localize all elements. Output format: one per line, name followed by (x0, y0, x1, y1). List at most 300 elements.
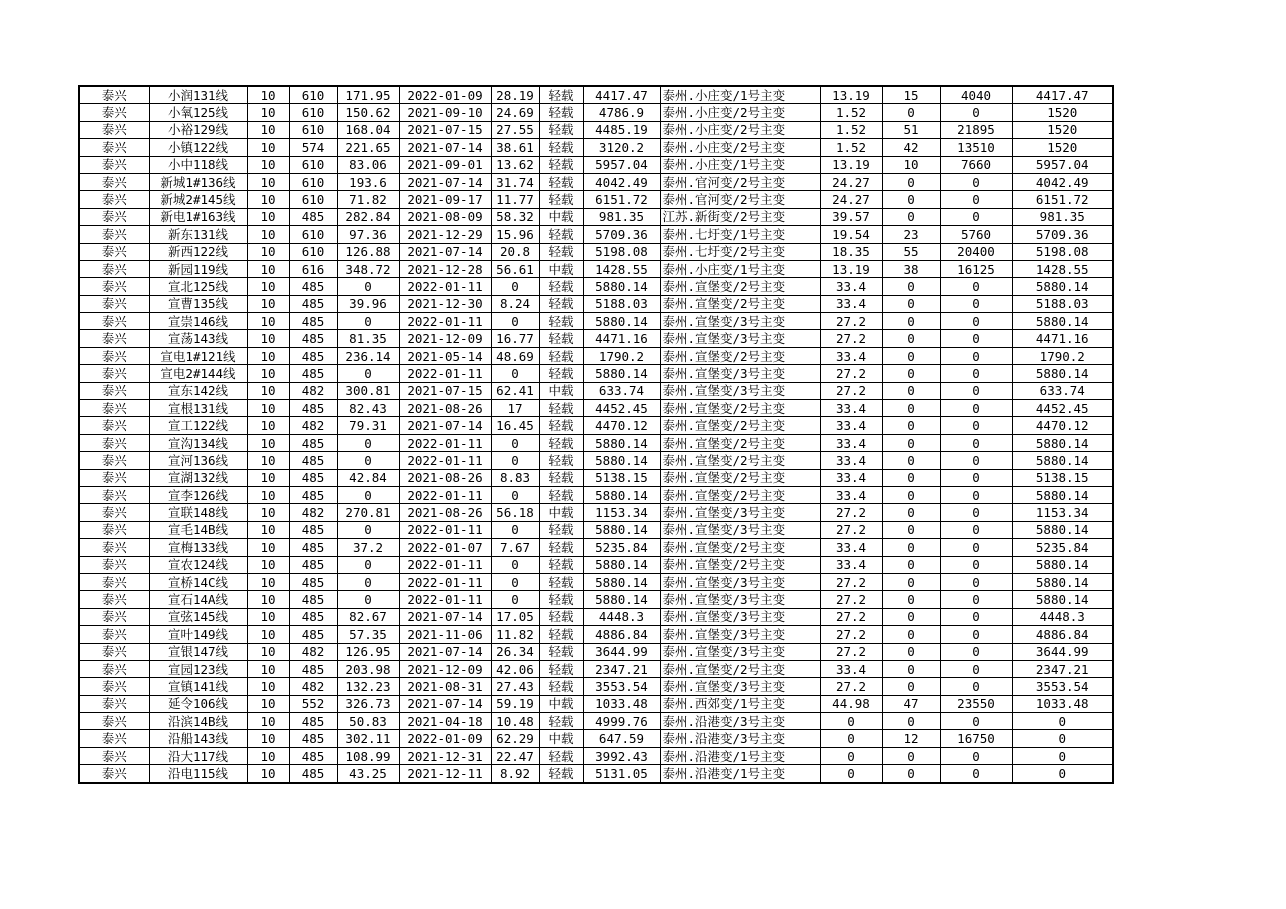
cell-transformer: 泰州.宣堡变/3号主变 (660, 608, 820, 625)
cell-rated-current: 485 (289, 539, 337, 556)
cell-load-current: 171.95 (337, 86, 399, 104)
cell-rated-current: 485 (289, 208, 337, 225)
cell-region: 泰兴 (79, 573, 149, 590)
cell-region: 泰兴 (79, 713, 149, 730)
cell-transformer-load-rate: 33.4 (820, 400, 882, 417)
cell-transformer-load-rate: 33.4 (820, 556, 882, 573)
cell-margin-capacity: 5188.03 (583, 295, 660, 312)
cell-load-rate: 16.77 (491, 330, 539, 347)
cell-capacity: 21895 (940, 121, 1012, 138)
cell-transformer-load-rate: 27.2 (820, 626, 882, 643)
cell-users: 0 (882, 208, 940, 225)
cell-rated-current: 610 (289, 173, 337, 190)
cell-load-current: 236.14 (337, 347, 399, 364)
cell-available-capacity: 6151.72 (1012, 191, 1113, 208)
cell-transformer-load-rate: 33.4 (820, 539, 882, 556)
cell-capacity: 0 (940, 295, 1012, 312)
cell-load-current: 0 (337, 313, 399, 330)
cell-line-name: 宣崇146线 (149, 313, 247, 330)
cell-region: 泰兴 (79, 278, 149, 295)
cell-margin-capacity: 5131.05 (583, 765, 660, 783)
cell-voltage: 10 (247, 191, 289, 208)
cell-transformer: 泰州.宣堡变/2号主变 (660, 469, 820, 486)
cell-load-current: 0 (337, 434, 399, 451)
cell-date: 2021-09-01 (399, 156, 491, 173)
cell-load-status: 轻载 (539, 313, 583, 330)
cell-available-capacity: 5880.14 (1012, 591, 1113, 608)
cell-margin-capacity: 4485.19 (583, 121, 660, 138)
cell-line-name: 宣根131线 (149, 400, 247, 417)
cell-load-rate: 48.69 (491, 347, 539, 364)
cell-rated-current: 610 (289, 121, 337, 138)
cell-load-status: 轻载 (539, 521, 583, 538)
cell-transformer: 泰州.七圩变/1号主变 (660, 226, 820, 243)
table-row (79, 434, 1113, 451)
cell-rated-current: 485 (289, 521, 337, 538)
cell-line-name: 新东131线 (149, 226, 247, 243)
cell-margin-capacity: 4786.9 (583, 104, 660, 121)
cell-transformer-load-rate: 1.52 (820, 121, 882, 138)
table-row (79, 713, 1113, 730)
cell-load-status: 中载 (539, 695, 583, 712)
cell-transformer-load-rate: 33.4 (820, 452, 882, 469)
cell-margin-capacity: 3644.99 (583, 643, 660, 660)
cell-rated-current: 610 (289, 86, 337, 104)
cell-load-rate: 15.96 (491, 226, 539, 243)
cell-transformer: 泰州.西郊变/1号主变 (660, 695, 820, 712)
cell-region: 泰兴 (79, 434, 149, 451)
cell-line-name: 宣叶149线 (149, 626, 247, 643)
table-row (79, 295, 1113, 312)
table-row (79, 86, 1113, 104)
cell-load-current: 0 (337, 278, 399, 295)
cell-load-current: 0 (337, 556, 399, 573)
cell-transformer: 泰州.宣堡变/3号主变 (660, 313, 820, 330)
cell-margin-capacity: 5880.14 (583, 486, 660, 503)
cell-date: 2022-01-09 (399, 730, 491, 747)
cell-date: 2022-01-11 (399, 313, 491, 330)
cell-region: 泰兴 (79, 469, 149, 486)
cell-load-current: 0 (337, 591, 399, 608)
cell-capacity: 0 (940, 539, 1012, 556)
cell-transformer: 泰州.小庄变/2号主变 (660, 121, 820, 138)
cell-line-name: 沿电115线 (149, 765, 247, 783)
cell-load-current: 42.84 (337, 469, 399, 486)
cell-date: 2021-09-17 (399, 191, 491, 208)
cell-capacity: 0 (940, 313, 1012, 330)
cell-capacity: 0 (940, 556, 1012, 573)
cell-users: 0 (882, 573, 940, 590)
cell-load-rate: 8.83 (491, 469, 539, 486)
cell-available-capacity: 5880.14 (1012, 278, 1113, 295)
cell-load-current: 126.95 (337, 643, 399, 660)
cell-region: 泰兴 (79, 191, 149, 208)
cell-load-current: 83.06 (337, 156, 399, 173)
table-row (79, 365, 1113, 382)
cell-load-status: 轻载 (539, 278, 583, 295)
table-row (79, 278, 1113, 295)
cell-load-current: 150.62 (337, 104, 399, 121)
cell-transformer-load-rate: 13.19 (820, 156, 882, 173)
cell-available-capacity: 5880.14 (1012, 573, 1113, 590)
cell-rated-current: 485 (289, 313, 337, 330)
cell-region: 泰兴 (79, 86, 149, 104)
table-row (79, 521, 1113, 538)
cell-region: 泰兴 (79, 208, 149, 225)
cell-available-capacity: 0 (1012, 730, 1113, 747)
cell-load-status: 轻载 (539, 765, 583, 783)
cell-line-name: 小中118线 (149, 156, 247, 173)
cell-load-current: 132.23 (337, 678, 399, 695)
cell-load-status: 中载 (539, 208, 583, 225)
cell-load-status: 中载 (539, 260, 583, 277)
cell-voltage: 10 (247, 86, 289, 104)
cell-margin-capacity: 4448.3 (583, 608, 660, 625)
cell-date: 2021-04-18 (399, 713, 491, 730)
cell-region: 泰兴 (79, 608, 149, 625)
cell-capacity: 0 (940, 278, 1012, 295)
cell-voltage: 10 (247, 382, 289, 399)
cell-available-capacity: 3644.99 (1012, 643, 1113, 660)
cell-rated-current: 482 (289, 417, 337, 434)
cell-region: 泰兴 (79, 295, 149, 312)
cell-load-current: 302.11 (337, 730, 399, 747)
cell-transformer-load-rate: 33.4 (820, 434, 882, 451)
cell-date: 2021-08-09 (399, 208, 491, 225)
cell-date: 2022-01-11 (399, 278, 491, 295)
cell-users: 0 (882, 400, 940, 417)
cell-capacity: 0 (940, 626, 1012, 643)
cell-load-current: 168.04 (337, 121, 399, 138)
cell-date: 2021-07-14 (399, 417, 491, 434)
cell-capacity: 0 (940, 469, 1012, 486)
cell-date: 2022-01-11 (399, 573, 491, 590)
cell-load-rate: 42.06 (491, 660, 539, 677)
cell-region: 泰兴 (79, 400, 149, 417)
cell-date: 2021-07-14 (399, 139, 491, 156)
cell-line-name: 宣弦145线 (149, 608, 247, 625)
data-table (78, 85, 1114, 784)
cell-rated-current: 485 (289, 365, 337, 382)
table-row (79, 626, 1113, 643)
cell-users: 0 (882, 626, 940, 643)
cell-load-current: 348.72 (337, 260, 399, 277)
cell-capacity: 0 (940, 747, 1012, 764)
cell-load-current: 50.83 (337, 713, 399, 730)
cell-rated-current: 610 (289, 191, 337, 208)
cell-voltage: 10 (247, 104, 289, 121)
cell-available-capacity: 1520 (1012, 104, 1113, 121)
cell-load-current: 82.43 (337, 400, 399, 417)
cell-region: 泰兴 (79, 591, 149, 608)
cell-load-rate: 17.05 (491, 608, 539, 625)
cell-load-status: 轻载 (539, 173, 583, 190)
cell-capacity: 0 (940, 608, 1012, 625)
cell-available-capacity: 4042.49 (1012, 173, 1113, 190)
cell-margin-capacity: 5880.14 (583, 521, 660, 538)
cell-users: 0 (882, 173, 940, 190)
cell-users: 0 (882, 365, 940, 382)
cell-line-name: 宣石14A线 (149, 591, 247, 608)
cell-margin-capacity: 3992.43 (583, 747, 660, 764)
cell-transformer-load-rate: 33.4 (820, 417, 882, 434)
cell-available-capacity: 5188.03 (1012, 295, 1113, 312)
cell-date: 2022-01-11 (399, 591, 491, 608)
cell-transformer: 泰州.宣堡变/2号主变 (660, 417, 820, 434)
cell-transformer: 泰州.宣堡变/3号主变 (660, 626, 820, 643)
cell-load-status: 轻载 (539, 365, 583, 382)
cell-margin-capacity: 5880.14 (583, 278, 660, 295)
cell-voltage: 10 (247, 400, 289, 417)
cell-available-capacity: 5880.14 (1012, 521, 1113, 538)
cell-available-capacity: 633.74 (1012, 382, 1113, 399)
cell-voltage: 10 (247, 173, 289, 190)
cell-transformer: 泰州.小庄变/1号主变 (660, 156, 820, 173)
cell-voltage: 10 (247, 626, 289, 643)
cell-voltage: 10 (247, 295, 289, 312)
cell-transformer-load-rate: 33.4 (820, 660, 882, 677)
cell-capacity: 0 (940, 330, 1012, 347)
table-row (79, 765, 1113, 783)
cell-voltage: 10 (247, 417, 289, 434)
cell-load-status: 轻载 (539, 591, 583, 608)
cell-available-capacity: 4448.3 (1012, 608, 1113, 625)
cell-transformer: 泰州.宣堡变/2号主变 (660, 347, 820, 364)
cell-load-status: 轻载 (539, 156, 583, 173)
cell-rated-current: 485 (289, 434, 337, 451)
cell-users: 38 (882, 260, 940, 277)
cell-load-rate: 8.24 (491, 295, 539, 312)
cell-transformer: 泰州.沿港变/3号主变 (660, 730, 820, 747)
cell-capacity: 20400 (940, 243, 1012, 260)
cell-transformer: 泰州.小庄变/1号主变 (660, 86, 820, 104)
cell-load-current: 79.31 (337, 417, 399, 434)
cell-available-capacity: 5880.14 (1012, 556, 1113, 573)
table-row (79, 330, 1113, 347)
cell-transformer: 泰州.宣堡变/2号主变 (660, 278, 820, 295)
cell-capacity: 16750 (940, 730, 1012, 747)
cell-rated-current: 485 (289, 660, 337, 677)
cell-load-status: 轻载 (539, 104, 583, 121)
cell-transformer: 泰州.宣堡变/2号主变 (660, 660, 820, 677)
cell-voltage: 10 (247, 573, 289, 590)
cell-load-status: 轻载 (539, 626, 583, 643)
cell-region: 泰兴 (79, 156, 149, 173)
cell-capacity: 13510 (940, 139, 1012, 156)
cell-load-rate: 17 (491, 400, 539, 417)
cell-load-current: 300.81 (337, 382, 399, 399)
cell-load-current: 0 (337, 521, 399, 538)
cell-region: 泰兴 (79, 226, 149, 243)
cell-transformer-load-rate: 27.2 (820, 313, 882, 330)
cell-load-rate: 11.77 (491, 191, 539, 208)
cell-load-current: 39.96 (337, 295, 399, 312)
cell-load-rate: 0 (491, 591, 539, 608)
cell-load-current: 71.82 (337, 191, 399, 208)
cell-capacity: 7660 (940, 156, 1012, 173)
cell-load-status: 轻载 (539, 713, 583, 730)
cell-load-rate: 20.8 (491, 243, 539, 260)
cell-region: 泰兴 (79, 730, 149, 747)
cell-users: 42 (882, 139, 940, 156)
cell-users: 15 (882, 86, 940, 104)
cell-load-status: 轻载 (539, 469, 583, 486)
cell-transformer: 泰州.宣堡变/2号主变 (660, 486, 820, 503)
table-row (79, 486, 1113, 503)
cell-capacity: 0 (940, 713, 1012, 730)
table-row (79, 382, 1113, 399)
table-row (79, 747, 1113, 764)
cell-load-current: 57.35 (337, 626, 399, 643)
cell-margin-capacity: 6151.72 (583, 191, 660, 208)
cell-voltage: 10 (247, 278, 289, 295)
cell-rated-current: 485 (289, 747, 337, 764)
cell-rated-current: 482 (289, 504, 337, 521)
cell-available-capacity: 4471.16 (1012, 330, 1113, 347)
cell-load-rate: 56.18 (491, 504, 539, 521)
cell-transformer-load-rate: 1.52 (820, 139, 882, 156)
cell-voltage: 10 (247, 765, 289, 783)
cell-transformer: 泰州.宣堡变/3号主变 (660, 504, 820, 521)
cell-load-current: 221.65 (337, 139, 399, 156)
cell-transformer-load-rate: 27.2 (820, 504, 882, 521)
cell-load-current: 0 (337, 365, 399, 382)
cell-users: 10 (882, 156, 940, 173)
cell-transformer-load-rate: 0 (820, 765, 882, 783)
cell-load-rate: 0 (491, 486, 539, 503)
cell-line-name: 宣联148线 (149, 504, 247, 521)
cell-available-capacity: 5880.14 (1012, 452, 1113, 469)
cell-date: 2021-12-28 (399, 260, 491, 277)
cell-margin-capacity: 5198.08 (583, 243, 660, 260)
cell-users: 0 (882, 747, 940, 764)
cell-transformer: 泰州.小庄变/2号主变 (660, 139, 820, 156)
cell-available-capacity: 5235.84 (1012, 539, 1113, 556)
cell-transformer-load-rate: 27.2 (820, 573, 882, 590)
cell-margin-capacity: 1790.2 (583, 347, 660, 364)
cell-capacity: 0 (940, 173, 1012, 190)
cell-transformer: 泰州.宣堡变/3号主变 (660, 678, 820, 695)
cell-available-capacity: 4452.45 (1012, 400, 1113, 417)
cell-transformer-load-rate: 33.4 (820, 278, 882, 295)
cell-transformer: 泰州.沿港变/1号主变 (660, 747, 820, 764)
cell-capacity: 0 (940, 434, 1012, 451)
cell-margin-capacity: 5880.14 (583, 573, 660, 590)
cell-region: 泰兴 (79, 173, 149, 190)
cell-available-capacity: 1520 (1012, 139, 1113, 156)
cell-users: 0 (882, 678, 940, 695)
cell-date: 2022-01-11 (399, 521, 491, 538)
cell-users: 0 (882, 486, 940, 503)
cell-margin-capacity: 5880.14 (583, 452, 660, 469)
table-row (79, 400, 1113, 417)
cell-load-rate: 62.41 (491, 382, 539, 399)
cell-region: 泰兴 (79, 417, 149, 434)
cell-line-name: 新电1#163线 (149, 208, 247, 225)
cell-margin-capacity: 4470.12 (583, 417, 660, 434)
cell-date: 2021-12-30 (399, 295, 491, 312)
cell-margin-capacity: 4999.76 (583, 713, 660, 730)
cell-date: 2021-12-31 (399, 747, 491, 764)
cell-date: 2022-01-11 (399, 365, 491, 382)
cell-users: 0 (882, 191, 940, 208)
cell-capacity: 0 (940, 660, 1012, 677)
cell-date: 2021-07-14 (399, 643, 491, 660)
cell-load-rate: 38.61 (491, 139, 539, 156)
cell-region: 泰兴 (79, 452, 149, 469)
cell-load-status: 轻载 (539, 539, 583, 556)
cell-users: 0 (882, 330, 940, 347)
cell-users: 0 (882, 278, 940, 295)
cell-margin-capacity: 5880.14 (583, 434, 660, 451)
cell-date: 2021-11-06 (399, 626, 491, 643)
cell-voltage: 10 (247, 608, 289, 625)
cell-region: 泰兴 (79, 365, 149, 382)
cell-load-rate: 24.69 (491, 104, 539, 121)
cell-margin-capacity: 1153.34 (583, 504, 660, 521)
cell-transformer: 泰州.宣堡变/3号主变 (660, 382, 820, 399)
cell-date: 2021-12-11 (399, 765, 491, 783)
cell-date: 2022-01-11 (399, 434, 491, 451)
cell-users: 0 (882, 313, 940, 330)
table-row (79, 695, 1113, 712)
cell-region: 泰兴 (79, 260, 149, 277)
cell-users: 0 (882, 521, 940, 538)
cell-region: 泰兴 (79, 765, 149, 783)
cell-users: 0 (882, 347, 940, 364)
cell-region: 泰兴 (79, 486, 149, 503)
cell-transformer-load-rate: 27.2 (820, 608, 882, 625)
cell-transformer: 泰州.宣堡变/3号主变 (660, 591, 820, 608)
cell-voltage: 10 (247, 539, 289, 556)
cell-transformer-load-rate: 39.57 (820, 208, 882, 225)
cell-load-status: 中载 (539, 382, 583, 399)
cell-capacity: 0 (940, 365, 1012, 382)
cell-transformer-load-rate: 24.27 (820, 191, 882, 208)
cell-available-capacity: 0 (1012, 765, 1113, 783)
cell-region: 泰兴 (79, 660, 149, 677)
cell-region: 泰兴 (79, 243, 149, 260)
cell-users: 0 (882, 504, 940, 521)
cell-region: 泰兴 (79, 313, 149, 330)
cell-region: 泰兴 (79, 626, 149, 643)
cell-line-name: 沿船143线 (149, 730, 247, 747)
cell-rated-current: 610 (289, 226, 337, 243)
cell-load-status: 轻载 (539, 400, 583, 417)
cell-margin-capacity: 2347.21 (583, 660, 660, 677)
cell-load-status: 中载 (539, 504, 583, 521)
cell-transformer-load-rate: 27.2 (820, 382, 882, 399)
cell-region: 泰兴 (79, 539, 149, 556)
cell-region: 泰兴 (79, 121, 149, 138)
cell-load-current: 203.98 (337, 660, 399, 677)
cell-line-name: 宣农124线 (149, 556, 247, 573)
cell-voltage: 10 (247, 139, 289, 156)
cell-rated-current: 610 (289, 243, 337, 260)
cell-voltage: 10 (247, 695, 289, 712)
cell-margin-capacity: 5880.14 (583, 591, 660, 608)
cell-available-capacity: 5880.14 (1012, 365, 1113, 382)
cell-load-rate: 58.32 (491, 208, 539, 225)
cell-load-status: 轻载 (539, 643, 583, 660)
cell-available-capacity: 1428.55 (1012, 260, 1113, 277)
cell-users: 12 (882, 730, 940, 747)
cell-line-name: 宣桥14C线 (149, 573, 247, 590)
cell-rated-current: 485 (289, 295, 337, 312)
cell-users: 0 (882, 382, 940, 399)
cell-line-name: 宣沟134线 (149, 434, 247, 451)
cell-transformer-load-rate: 27.2 (820, 678, 882, 695)
